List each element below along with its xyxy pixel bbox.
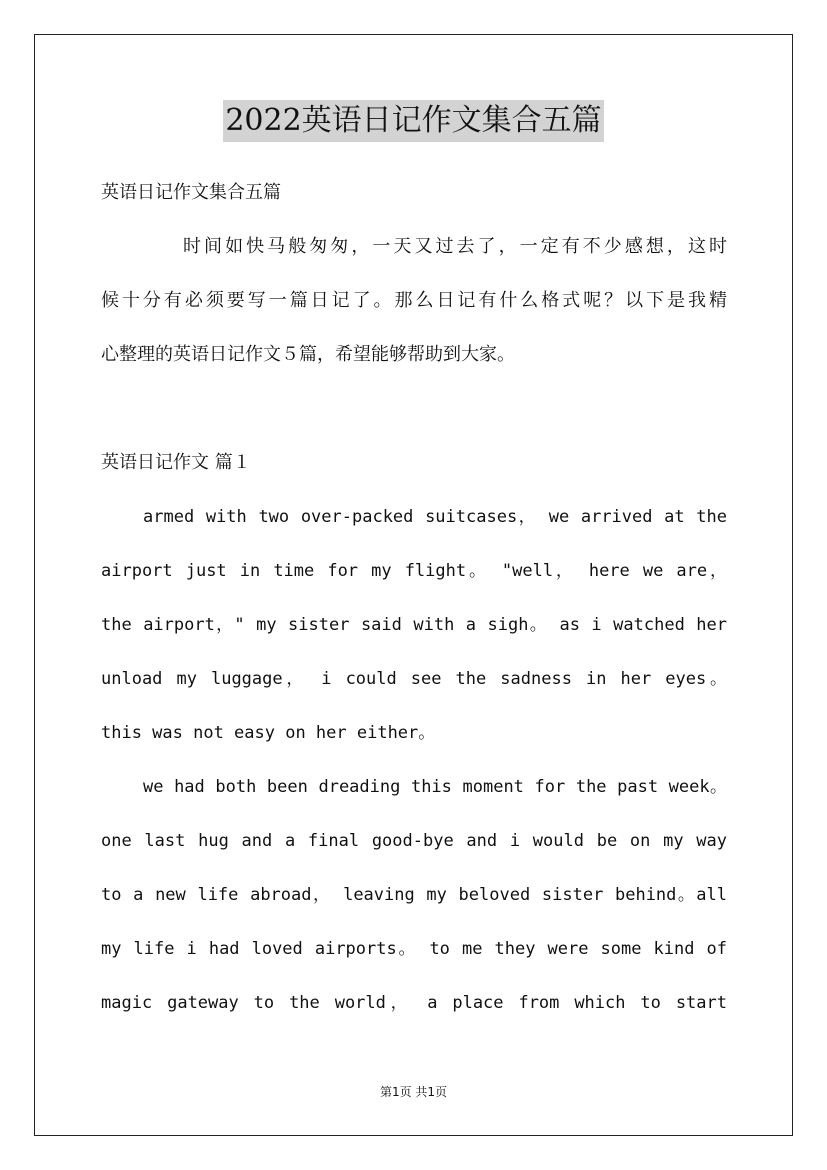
paragraph-line: we had both been dreading this moment for the past week。 [143, 777, 727, 797]
paragraph-line: armed with two over-packed suitcases， we arrived at the [143, 507, 727, 527]
paragraph-line: one last hug and a final good-bye and i would be on my way [101, 831, 727, 851]
section-heading: 英语日记作文 篇１ [101, 452, 251, 473]
document-subtitle: 英语日记作文集合五篇 [101, 182, 281, 203]
intro-line: 候十分有必须要写一篇日记了。那么日记有什么格式呢？以下是我精 [101, 290, 727, 311]
paragraph-line: airport just in time for my flight。 "well， here we are， [101, 561, 727, 581]
paragraph-line: magic gateway to the world， a place from which to start [101, 993, 727, 1013]
paragraph-line: unload my luggage， i could see the sadness in her eyes。 [101, 669, 727, 689]
page-footer: 第1页 共1页 [379, 1085, 448, 1099]
document-title: 2022英语日记作文集合五篇 [223, 100, 603, 142]
paragraph-line: my life i had loved airports。 to me they were some kind of [101, 939, 727, 959]
paragraph-line: the airport，" my sister said with a sigh。 as i watched her [101, 615, 727, 635]
paragraph-line: to a new life abroad， leaving my beloved sister behind。all [101, 885, 727, 905]
paragraph-line: this was not easy on her either。 [101, 723, 436, 743]
document-body [101, 166, 727, 1030]
title-container [0, 100, 827, 142]
intro-line: 时间如快马般匆匆，一天又过去了，一定有不少感想，这时 [183, 236, 727, 257]
spacer [101, 382, 727, 436]
intro-line: 心整理的英语日记作文５篇，希望能够帮助到大家。 [101, 344, 515, 365]
